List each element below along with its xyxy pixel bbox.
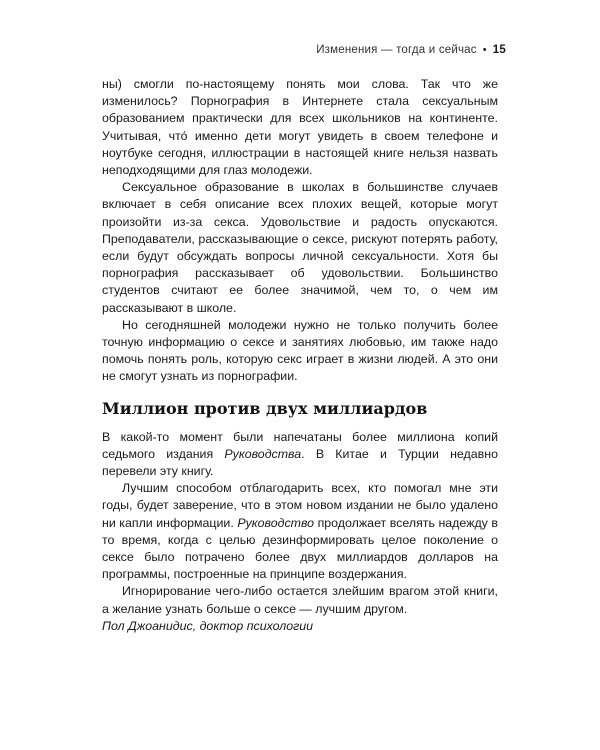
author-signature: Пол Джоанидис, доктор психологии	[102, 618, 314, 633]
paragraph: Сексуальное образование в школах в большинстве случаев включает в себя описание всех плохих вещей, которые могут произойти из-за секса. Удовольствие и радость опускаются. Преподаватели, рассказывающие о сексе, рискуют потерять работу, если будут обсуждать вопросы личной сексуальности. Хотя бы порнография рассказывает об удовольствии. Большинство студентов считают ее более значимой, чем то, о чем им рассказывают в школе.	[102, 180, 498, 315]
paragraph: Но сегодняшней молодежи нужно не только получить более точную информацию о сексе и занятиях любовью, им также надо помочь понять роль, которую секс играет в жизни людей. А это они не смогут узнать из порнографии.	[102, 317, 498, 384]
paragraph	[102, 480, 498, 583]
page-body	[102, 76, 498, 635]
running-title: Изменения — тогда и сейчас	[316, 44, 477, 56]
book-title-italic: Руководство	[237, 515, 315, 530]
paragraph-text: Лучшим способом отблагодарить всех, кто помогал мне эти годы, будет заверение, что в этом новом издании не было удалено ни капли информации.	[102, 481, 498, 530]
running-head	[316, 44, 506, 56]
paragraph: Игнорирование чего-либо остается злейшим врагом этой книги, а желание узнать больше о сексе — лучшим другом.	[102, 584, 498, 616]
book-title-italic: Руководства	[224, 446, 302, 461]
paragraph-text: продолжает вселять надежду в то время, когда с целью дезинформировать целое поколение о сексе было потрачено более двух миллиардов долларов на программы, построенные на принципе воздержания.	[102, 515, 498, 582]
page-number: 15	[492, 44, 506, 56]
paragraph-text: В какой-то момент были напечатаны более миллиона копий седьмого издания	[102, 429, 498, 461]
paragraph-continued: ны) смогли по-настоящему понять мои слова. Так что же изменилось? Порнография в Интернете стала сексуальным образованием практически для всех школьников на континенте. Учитывая, что́ именно дети могут увидеть в своем телефоне и ноутбуке сегодня, иллюстрации в настоящей книге нельзя назвать неподходящими для глаз молодежи.	[102, 77, 498, 178]
paragraph-text: . В Китае и Турции недавно перевели эту книгу.	[102, 446, 498, 479]
paragraph	[102, 429, 498, 481]
bullet-separator: •	[482, 44, 487, 56]
section-heading: Миллион против двух миллиардов	[102, 398, 428, 418]
